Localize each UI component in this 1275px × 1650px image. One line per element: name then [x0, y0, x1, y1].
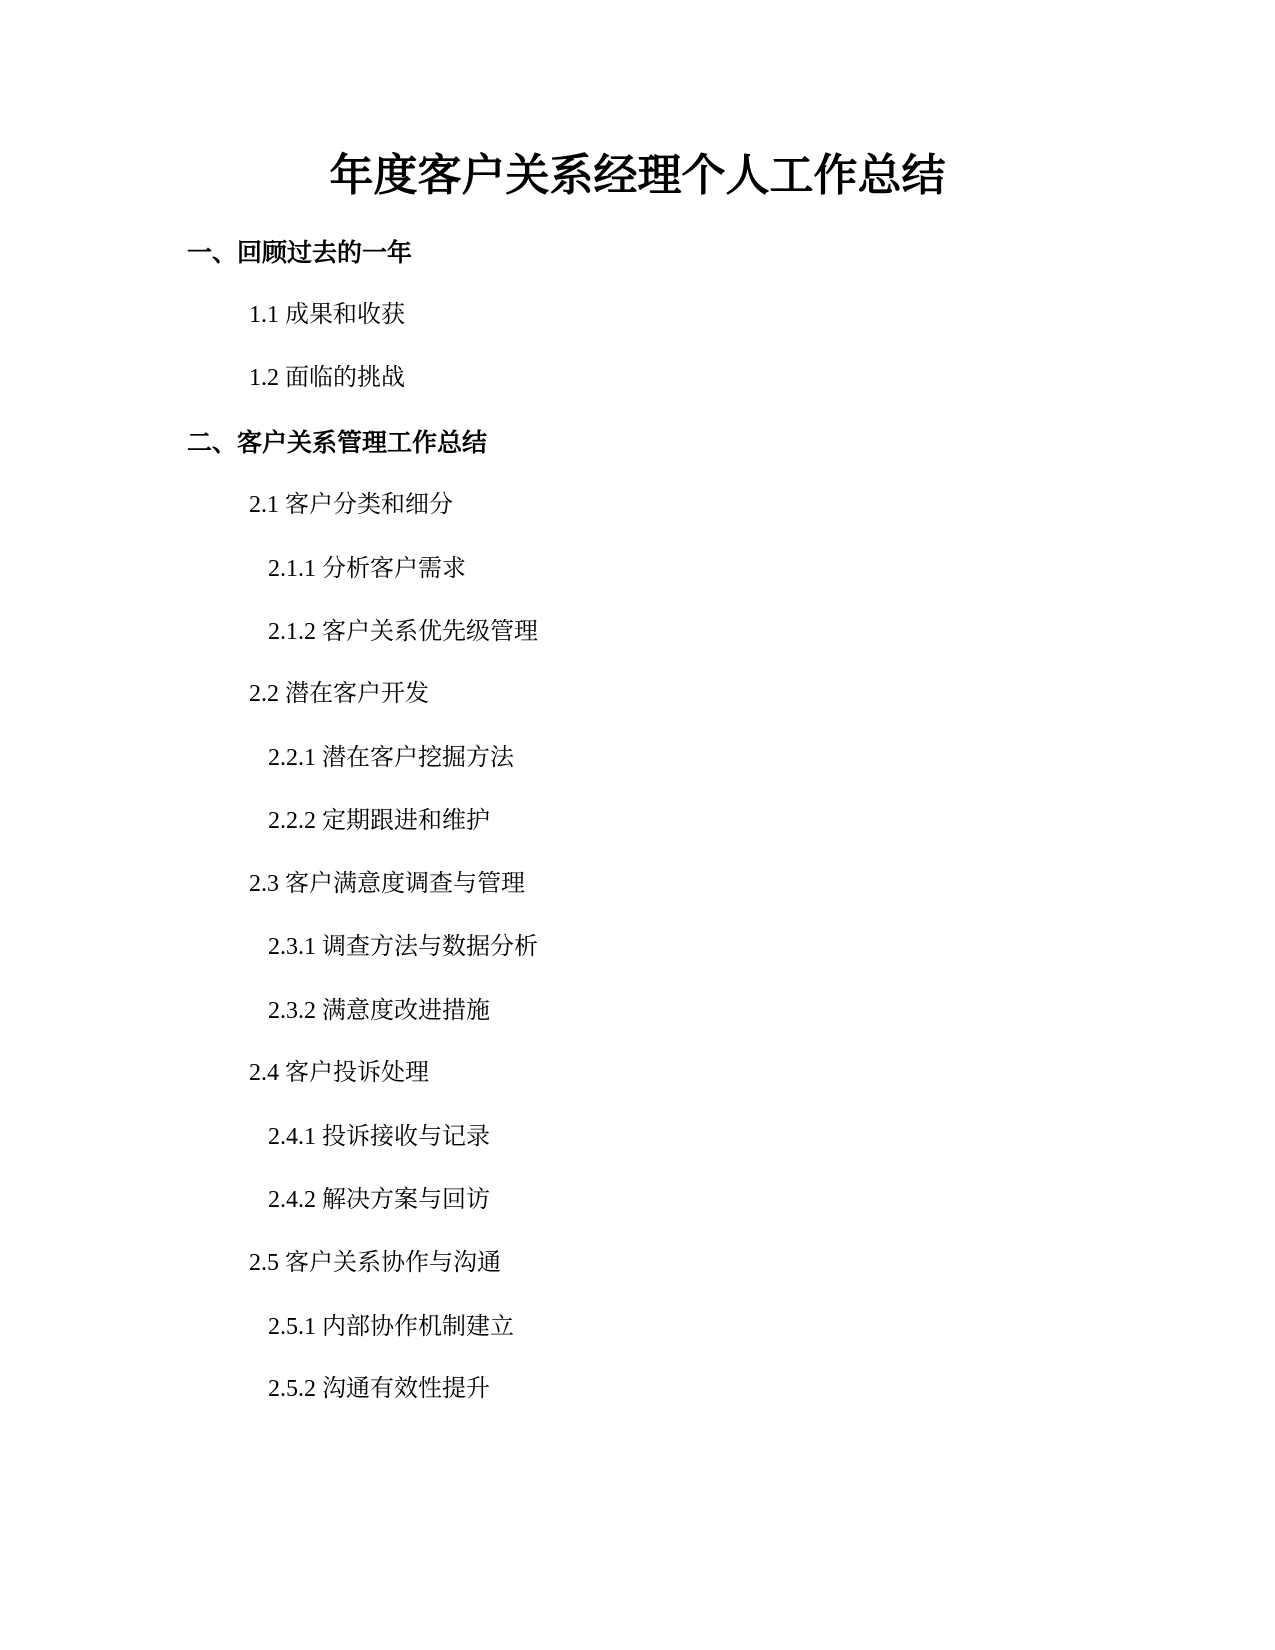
subsection-item: 1.1 成果和收获 [249, 302, 405, 328]
subsection-item: 1.2 面临的挑战 [249, 365, 405, 391]
subsubsection-item: 2.2.2 定期跟进和维护 [268, 808, 490, 834]
subsection-item: 2.5 客户关系协作与沟通 [249, 1250, 501, 1276]
subsubsection-item: 2.3.1 调查方法与数据分析 [268, 934, 538, 960]
page-title: 年度客户关系经理个人工作总结 [329, 150, 946, 201]
section-heading: 一、回顾过去的一年 [187, 238, 413, 267]
subsubsection-item: 2.5.2 沟通有效性提升 [268, 1376, 490, 1402]
subsubsection-item: 2.3.2 满意度改进措施 [268, 998, 490, 1024]
subsubsection-item: 2.2.1 潜在客户挖掘方法 [268, 745, 514, 771]
subsubsection-item: 2.4.1 投诉接收与记录 [268, 1124, 490, 1150]
section-heading: 二、客户关系管理工作总结 [187, 428, 488, 457]
subsubsection-item: 2.1.1 分析客户需求 [268, 556, 466, 582]
subsection-item: 2.2 潜在客户开发 [249, 681, 429, 707]
subsection-item: 2.1 客户分类和细分 [249, 492, 453, 518]
subsubsection-item: 2.4.2 解决方案与回访 [268, 1187, 490, 1213]
subsubsection-item: 2.1.2 客户关系优先级管理 [268, 619, 538, 645]
subsection-item: 2.4 客户投诉处理 [249, 1060, 429, 1086]
subsubsection-item: 2.5.1 内部协作机制建立 [268, 1314, 514, 1340]
subsection-item: 2.3 客户满意度调查与管理 [249, 871, 525, 897]
